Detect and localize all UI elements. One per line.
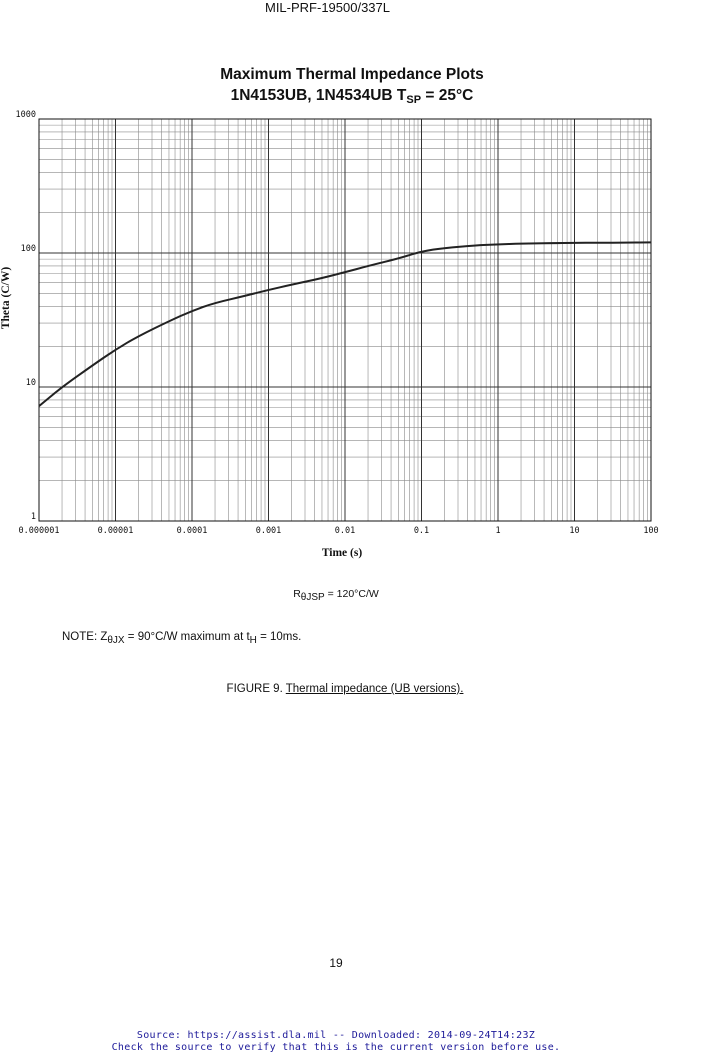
source-line-1: Source: https://assist.dla.mil -- Downloaded: 2014-09-24T14:23Z <box>136 1030 536 1041</box>
y-tick-labels <box>16 110 36 522</box>
x-tick-label: 100 <box>643 526 659 536</box>
thermal-resistance-note <box>0 588 672 603</box>
x-tick-label: 10 <box>569 526 580 536</box>
y-tick-label: 100 <box>20 244 36 254</box>
note-subscript: θJX <box>107 635 125 646</box>
note-middle: = 90°C/W maximum at t <box>124 631 250 643</box>
chart-title-devices: 1N4153UB, 1N4534UB T <box>230 87 407 104</box>
document-header: MIL-PRF-19500/337L <box>264 0 390 15</box>
rth-value: = 120°C/W <box>324 588 379 600</box>
source-footer <box>0 1030 672 1054</box>
x-tick-labels <box>19 526 659 536</box>
y-tick-label: 10 <box>25 378 36 388</box>
x-tick-label: 0.000001 <box>18 526 60 536</box>
impedance-note <box>62 631 301 646</box>
note-prefix: NOTE: Z <box>62 631 108 643</box>
chart-title <box>0 64 704 111</box>
figure-caption-text: Thermal impedance (UB versions). <box>285 683 464 695</box>
x-tick-label: 0.00001 <box>97 526 134 536</box>
y-tick-label: 1000 <box>15 110 36 120</box>
x-axis-label: Time (s) <box>321 547 363 559</box>
y-tick-label: 1 <box>30 512 36 522</box>
source-line-2: Check the source to verify that this is the current version before use. <box>111 1042 561 1053</box>
grid-major <box>39 119 651 521</box>
rth-symbol: R <box>293 588 301 600</box>
x-tick-label: 0.01 <box>334 526 356 536</box>
x-tick-label: 0.0001 <box>176 526 208 536</box>
chart-title-temperature: = 25°C <box>421 87 474 104</box>
note-subscript-2: H <box>249 635 257 646</box>
note-tail: = 10ms. <box>256 631 302 643</box>
chart-title-subscript: SP <box>406 94 422 106</box>
thermal-impedance-chart <box>0 108 659 568</box>
rth-subscript: θJSP <box>300 592 325 603</box>
figure-label: FIGURE 9. <box>226 683 286 695</box>
y-axis-label: Theta (C/W) <box>0 266 12 330</box>
figure-caption <box>0 683 690 695</box>
page-number: 19 <box>329 956 343 970</box>
x-tick-label: 0.001 <box>255 526 282 536</box>
chart-title-line1: Maximum Thermal Impedance Plots <box>220 66 484 83</box>
x-tick-label: 1 <box>495 526 501 536</box>
x-tick-label: 0.1 <box>413 526 430 536</box>
